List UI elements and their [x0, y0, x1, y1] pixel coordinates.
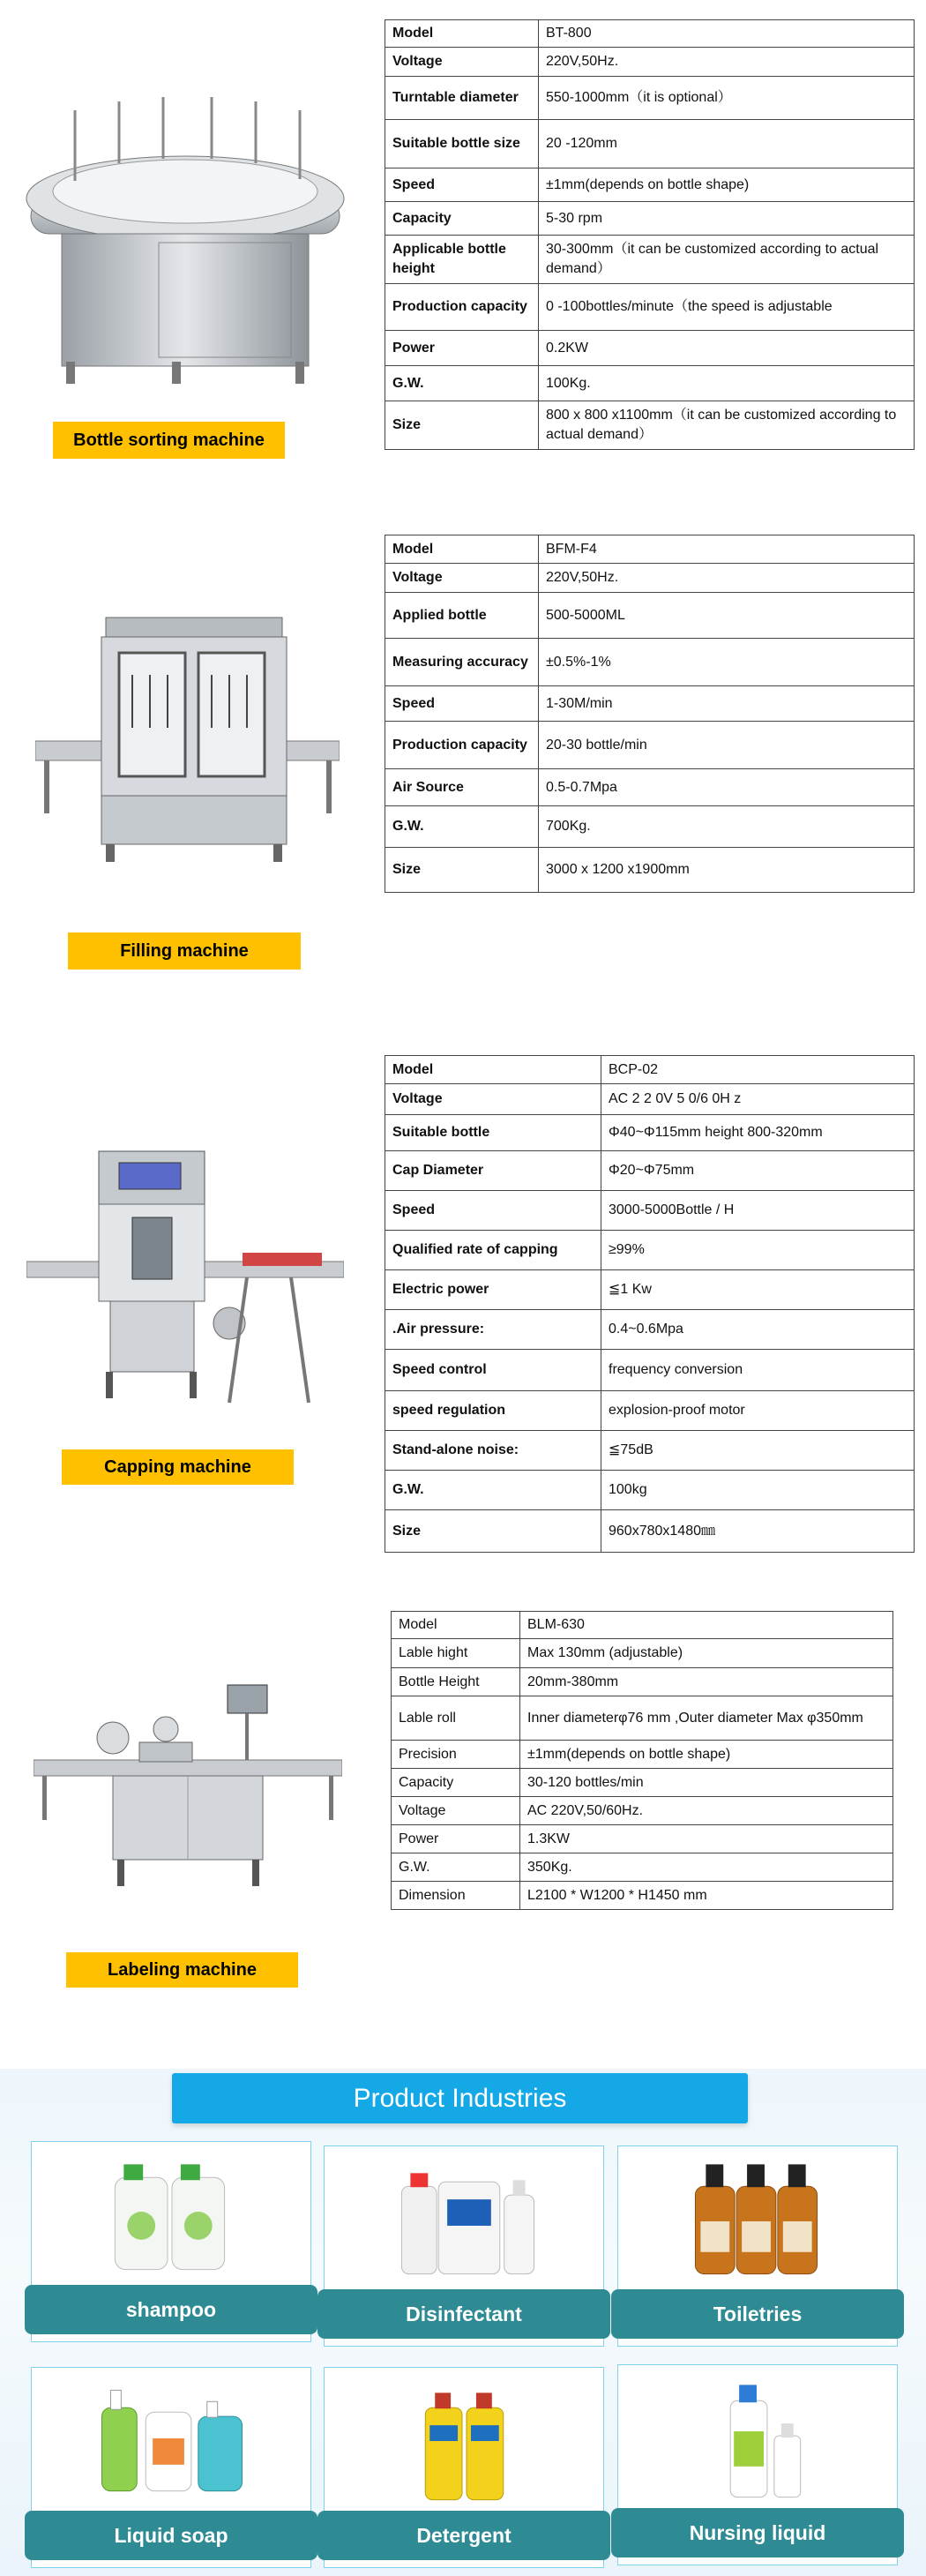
spec-value: BFM-F4: [539, 535, 915, 564]
spec-key: Model: [392, 1612, 520, 1639]
industry-label: Toiletries: [611, 2289, 904, 2339]
spec-value: ≦1 Kw: [601, 1270, 915, 1310]
spec-key: Turntable diameter: [385, 77, 539, 120]
spec-value: BLM-630: [520, 1612, 893, 1639]
spec-key: Lable hight: [392, 1639, 520, 1668]
spec-key: Applicable bottle height: [385, 236, 539, 284]
spec-key: Size: [385, 848, 539, 893]
spec-key: Speed control: [385, 1350, 601, 1391]
spec-value: Φ20~Φ75mm: [601, 1151, 915, 1191]
industry-label: shampoo: [25, 2285, 317, 2334]
table-row: [392, 1797, 893, 1825]
turntable-machine-icon: [22, 75, 357, 393]
spec-key: Production capacity: [385, 722, 539, 769]
spec-value: explosion-proof motor: [601, 1391, 915, 1431]
industry-card-toiletries[interactable]: [617, 2145, 898, 2347]
table-row: [385, 639, 915, 686]
toiletries-bottles-icon: [618, 2146, 897, 2292]
table-row: [385, 1270, 915, 1310]
table-row: [385, 1391, 915, 1431]
capping-machine-icon: [26, 1147, 344, 1412]
table-row: [385, 1115, 915, 1151]
table-row: [385, 48, 915, 77]
table-row: [385, 120, 915, 168]
table-row: [385, 284, 915, 331]
table-row: [385, 1431, 915, 1471]
table-row: [392, 1825, 893, 1853]
table-row: [392, 1853, 893, 1882]
spec-key: Voltage: [385, 1084, 601, 1115]
spec-value: 550-1000mm（it is optional）: [539, 77, 915, 120]
spec-key: Qualified rate of capping: [385, 1231, 601, 1270]
spec-key: G.W.: [385, 366, 539, 401]
spec-value: frequency conversion: [601, 1350, 915, 1391]
spec-value: Inner diameterφ76 mm ,Outer diameter Max φ350mm: [520, 1696, 893, 1741]
spec-table-labeling: [391, 1611, 893, 1910]
spec-key: Production capacity: [385, 284, 539, 331]
spec-key: G.W.: [392, 1853, 520, 1882]
spec-key: Size: [385, 1510, 601, 1553]
shampoo-bottles-icon: [32, 2142, 310, 2288]
table-row: [392, 1612, 893, 1639]
spec-value: ±0.5%-1%: [539, 639, 915, 686]
spec-value: 3000-5000Bottle / H: [601, 1191, 915, 1231]
spec-value: 20mm-380mm: [520, 1668, 893, 1696]
spec-key: Lable roll: [392, 1696, 520, 1741]
spec-value: 220V,50Hz.: [539, 48, 915, 77]
table-row: [385, 1471, 915, 1510]
spec-value: L2100 * W1200 * H1450 mm: [520, 1882, 893, 1910]
spec-value: 500-5000ML: [539, 593, 915, 639]
spec-value: Max 130mm (adjustable): [520, 1639, 893, 1668]
spec-key: Capacity: [385, 202, 539, 236]
table-row: [385, 769, 915, 806]
table-row: [392, 1696, 893, 1741]
table-row: [385, 331, 915, 366]
spec-value: 1.3KW: [520, 1825, 893, 1853]
table-row: [385, 20, 915, 48]
spec-key: Air Source: [385, 769, 539, 806]
spec-value: 0.2KW: [539, 331, 915, 366]
spec-value: ±1mm(depends on bottle shape): [520, 1741, 893, 1769]
detergent-bottles-icon: [325, 2368, 603, 2513]
spec-key: Cap Diameter: [385, 1151, 601, 1191]
spec-value: ≥99%: [601, 1231, 915, 1270]
table-row: [385, 1310, 915, 1350]
spec-key: Suitable bottle size: [385, 120, 539, 168]
spec-table-bottle-sorting: [385, 19, 915, 450]
bottle-sorting-machine-image: [22, 75, 357, 393]
spec-value: 0.4~0.6Mpa: [601, 1310, 915, 1350]
table-row: [392, 1668, 893, 1696]
industry-card-disinfectant[interactable]: [324, 2145, 604, 2347]
spec-value: 3000 x 1200 x1900mm: [539, 848, 915, 893]
table-row: [385, 77, 915, 120]
spec-key: Voltage: [385, 48, 539, 77]
table-row: [385, 202, 915, 236]
table-row: [385, 1231, 915, 1270]
spec-key: Electric power: [385, 1270, 601, 1310]
table-row: [385, 564, 915, 593]
spec-key: G.W.: [385, 806, 539, 848]
spec-key: Power: [392, 1825, 520, 1853]
spec-value: 1-30M/min: [539, 686, 915, 722]
table-row: [385, 1191, 915, 1231]
spec-value: 100Kg.: [539, 366, 915, 401]
nursing-liquid-bottles-icon: [618, 2365, 897, 2511]
machine-caption: Capping machine: [62, 1449, 294, 1485]
table-row: [392, 1769, 893, 1797]
spec-key: Model: [385, 20, 539, 48]
spec-key: Model: [385, 535, 539, 564]
spec-key: Model: [385, 1056, 601, 1084]
filling-machine-image: [35, 604, 340, 869]
spec-key: G.W.: [385, 1471, 601, 1510]
industry-label: Liquid soap: [25, 2511, 317, 2560]
spec-value: 20-30 bottle/min: [539, 722, 915, 769]
spec-value: AC 2 2 0V 5 0/6 0H z: [601, 1084, 915, 1115]
table-row: [385, 1084, 915, 1115]
machine-caption: Bottle sorting machine: [53, 422, 285, 459]
industry-label: Nursing liquid: [611, 2508, 904, 2557]
industry-card-nursing-liquid[interactable]: [617, 2364, 898, 2565]
labeling-machine-icon: [34, 1676, 342, 1897]
table-row: [385, 1350, 915, 1391]
disinfectant-bottles-icon: [325, 2146, 603, 2292]
spec-key: Speed: [385, 168, 539, 202]
capping-machine-image: [26, 1147, 344, 1412]
spec-value: 350Kg.: [520, 1853, 893, 1882]
spec-key: Bottle Height: [392, 1668, 520, 1696]
table-row: [392, 1639, 893, 1668]
spec-table-filling: [385, 535, 915, 893]
spec-key: Applied bottle: [385, 593, 539, 639]
table-row: [385, 535, 915, 564]
table-row: [385, 1151, 915, 1191]
table-row: [385, 168, 915, 202]
spec-value: BT-800: [539, 20, 915, 48]
spec-value: 30-300mm（it can be customized according to actual demand）: [539, 236, 915, 284]
table-row: [385, 1056, 915, 1084]
machine-caption: Filling machine: [68, 932, 301, 970]
table-row: [385, 593, 915, 639]
industry-label: Disinfectant: [317, 2289, 610, 2339]
spec-key: speed regulation: [385, 1391, 601, 1431]
spec-key: Power: [385, 331, 539, 366]
table-row: [385, 236, 915, 284]
machine-caption: Labeling machine: [66, 1952, 298, 1988]
spec-key: Dimension: [392, 1882, 520, 1910]
spec-key: Measuring accuracy: [385, 639, 539, 686]
table-row: [385, 401, 915, 450]
spec-value: BCP-02: [601, 1056, 915, 1084]
industries-title: Product Industries: [172, 2073, 748, 2123]
spec-key: Stand-alone noise:: [385, 1431, 601, 1471]
spec-key: Speed: [385, 686, 539, 722]
spec-value: 20 -120mm: [539, 120, 915, 168]
spec-key: Size: [385, 401, 539, 450]
table-row: [385, 366, 915, 401]
spec-key: .Air pressure:: [385, 1310, 601, 1350]
table-row: [385, 806, 915, 848]
spec-value: ≦75dB: [601, 1431, 915, 1471]
industry-card-liquid-soap[interactable]: [31, 2367, 311, 2568]
liquid-soap-bottles-icon: [32, 2368, 310, 2513]
spec-value: 700Kg.: [539, 806, 915, 848]
spec-value: 30-120 bottles/min: [520, 1769, 893, 1797]
spec-value: 960x780x1480㎜: [601, 1510, 915, 1553]
spec-value: 800 x 800 x1100mm（it can be customized according to actual demand）: [539, 401, 915, 450]
table-row: [392, 1882, 893, 1910]
table-row: [392, 1741, 893, 1769]
spec-value: 100kg: [601, 1471, 915, 1510]
spec-key: Capacity: [392, 1769, 520, 1797]
industry-card-detergent[interactable]: [324, 2367, 604, 2568]
spec-key: Voltage: [385, 564, 539, 593]
filling-machine-icon: [35, 604, 340, 869]
spec-key: Suitable bottle: [385, 1115, 601, 1151]
industry-card-shampoo[interactable]: [31, 2141, 311, 2342]
spec-value: Φ40~Φ115mm height 800-320mm: [601, 1115, 915, 1151]
spec-value: 220V,50Hz.: [539, 564, 915, 593]
spec-value: 0.5-0.7Mpa: [539, 769, 915, 806]
table-row: [385, 1510, 915, 1553]
spec-key: Precision: [392, 1741, 520, 1769]
spec-table-capping: [385, 1055, 915, 1553]
table-row: [385, 686, 915, 722]
spec-value: 0 -100bottles/minute（the speed is adjustable: [539, 284, 915, 331]
labeling-machine-image: [34, 1676, 342, 1897]
spec-value: ±1mm(depends on bottle shape): [539, 168, 915, 202]
spec-value: AC 220V,50/60Hz.: [520, 1797, 893, 1825]
table-row: [385, 722, 915, 769]
spec-value: 5-30 rpm: [539, 202, 915, 236]
industry-label: Detergent: [317, 2511, 610, 2560]
spec-key: Speed: [385, 1191, 601, 1231]
spec-key: Voltage: [392, 1797, 520, 1825]
table-row: [385, 848, 915, 893]
